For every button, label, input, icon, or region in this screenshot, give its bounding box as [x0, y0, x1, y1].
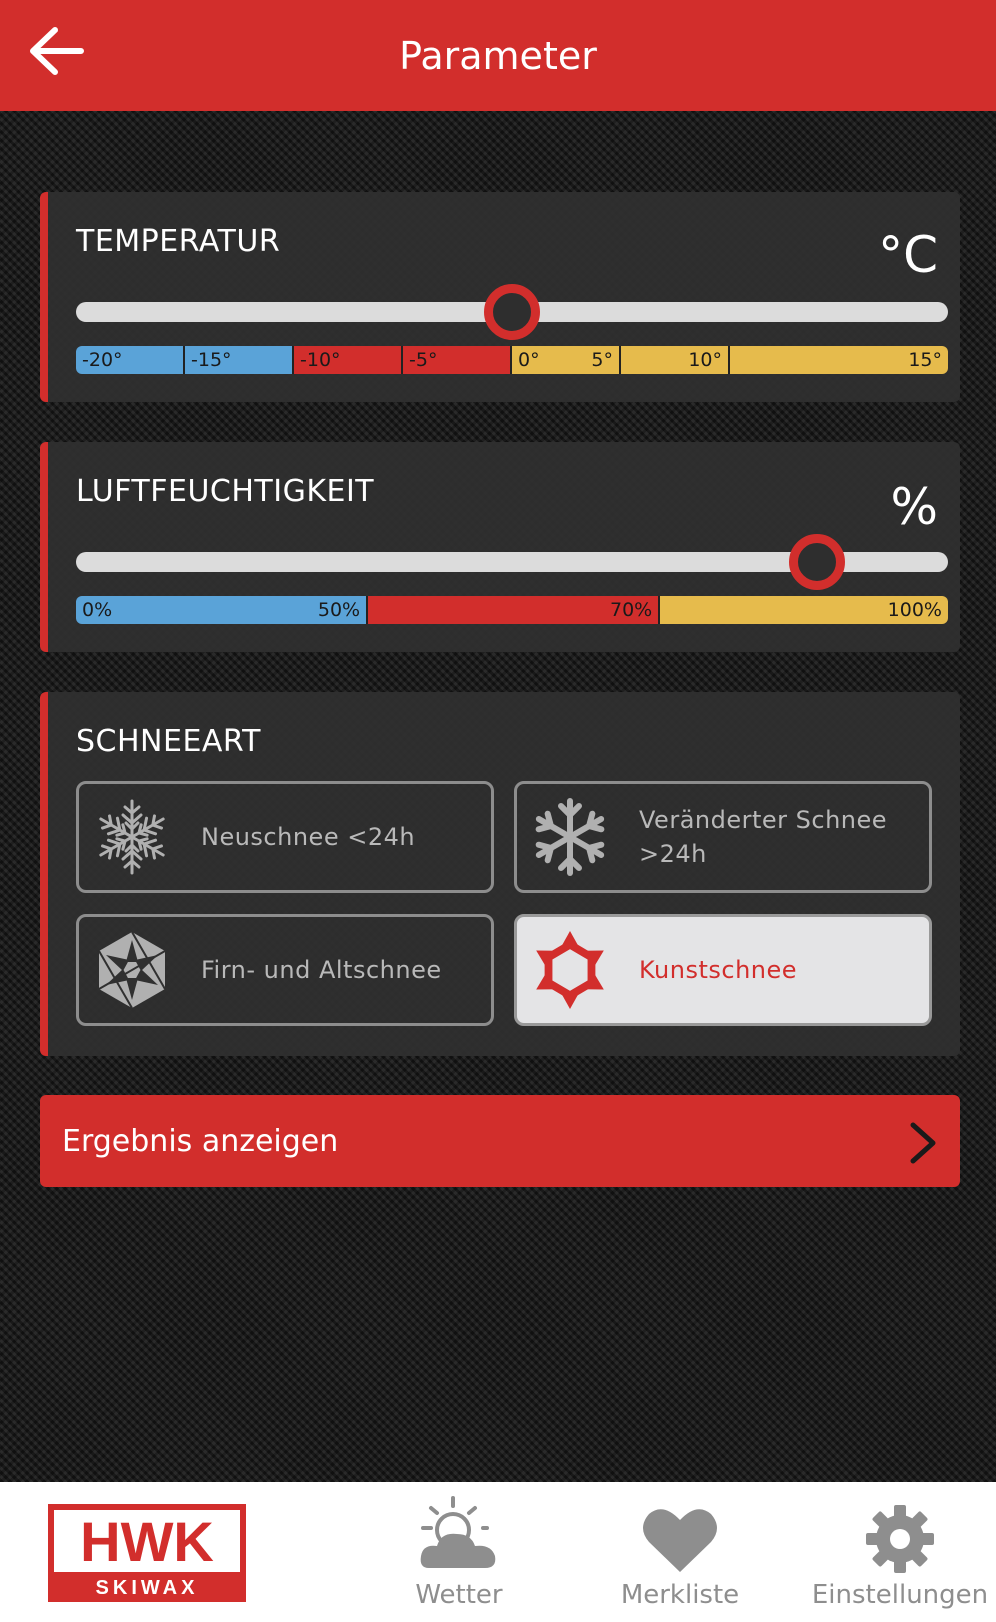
scale-segment	[76, 596, 368, 624]
scale-label: 50%	[317, 599, 361, 621]
artificial-snow-icon	[529, 929, 611, 1011]
scale-label: 100%	[887, 599, 942, 621]
snow-type-title: SCHNEEART	[76, 724, 261, 759]
weather-icon	[417, 1494, 501, 1574]
scale-segment	[368, 596, 660, 624]
scale-label: 5°	[591, 349, 613, 371]
snow-option-neuschnee[interactable]	[76, 781, 494, 893]
temperature-scale	[76, 346, 948, 374]
tab-einstellungen[interactable]	[810, 1482, 990, 1622]
tab-label: Einstellungen	[811, 1580, 989, 1610]
logo-text: HWK	[80, 1510, 214, 1573]
snow-option-label	[639, 803, 887, 871]
tab-label: Wetter	[415, 1580, 503, 1610]
snowflake-icon	[91, 796, 173, 878]
snow-option-label-line2: >24h	[639, 840, 707, 868]
show-result-button[interactable]	[40, 1095, 960, 1187]
scale-label: 0°	[518, 349, 540, 371]
scale-segment	[730, 346, 948, 374]
snowflake-bold-icon	[529, 796, 611, 878]
hwk-logo[interactable]	[48, 1504, 246, 1602]
crystal-hexagon-icon	[91, 929, 173, 1011]
scale-segment	[294, 346, 403, 374]
page-title: Parameter	[399, 33, 597, 78]
tab-merkliste[interactable]	[620, 1482, 740, 1622]
tab-wetter[interactable]	[404, 1482, 514, 1622]
chevron-right-icon	[908, 1121, 938, 1165]
scale-label: 15°	[908, 349, 942, 371]
snow-type-card	[40, 692, 960, 1056]
gear-icon	[865, 1504, 935, 1574]
humidity-card	[40, 442, 960, 652]
temperature-card	[40, 192, 960, 402]
show-result-label: Ergebnis anzeigen	[62, 1123, 339, 1159]
back-button[interactable]	[26, 24, 86, 78]
snow-option-firn[interactable]	[76, 914, 494, 1026]
snow-option-label-line1: Veränderter Schnee	[639, 806, 888, 834]
heart-icon	[641, 1504, 719, 1574]
scale-segment	[621, 346, 730, 374]
scale-segment	[185, 346, 294, 374]
humidity-title: LUFTFEUCHTIGKEIT	[76, 474, 375, 509]
scale-label: -20°	[82, 349, 123, 371]
snow-option-label: Neuschnee <24h	[201, 823, 416, 851]
tab-bar	[0, 1482, 996, 1622]
temperature-unit: °C	[878, 226, 938, 284]
humidity-scale	[76, 596, 948, 624]
snow-option-label: Kunstschnee	[639, 956, 798, 984]
logo-subtext: SKIWAX	[95, 1577, 199, 1599]
temperature-title: TEMPERATUR	[76, 224, 281, 259]
humidity-slider-thumb[interactable]	[789, 534, 845, 590]
tab-label: Merkliste	[620, 1580, 740, 1610]
temperature-slider-thumb[interactable]	[484, 284, 540, 340]
scale-label: 0%	[82, 599, 113, 621]
snow-option-veraenderter[interactable]	[514, 781, 932, 893]
scale-label: -10°	[300, 349, 341, 371]
snow-option-label: Firn- und Altschnee	[201, 956, 442, 984]
scale-label: 10°	[688, 349, 722, 371]
scale-segment	[76, 346, 185, 374]
scale-segment	[512, 346, 621, 374]
scale-label: -15°	[191, 349, 232, 371]
scale-segment	[403, 346, 512, 374]
snow-option-kunstschnee[interactable]	[514, 914, 932, 1026]
scale-segment	[660, 596, 948, 624]
top-bar	[0, 0, 996, 111]
scale-label: -5°	[409, 349, 438, 371]
scale-label: 70%	[609, 599, 653, 621]
arrow-left-icon	[27, 26, 85, 76]
humidity-unit: %	[890, 478, 938, 536]
